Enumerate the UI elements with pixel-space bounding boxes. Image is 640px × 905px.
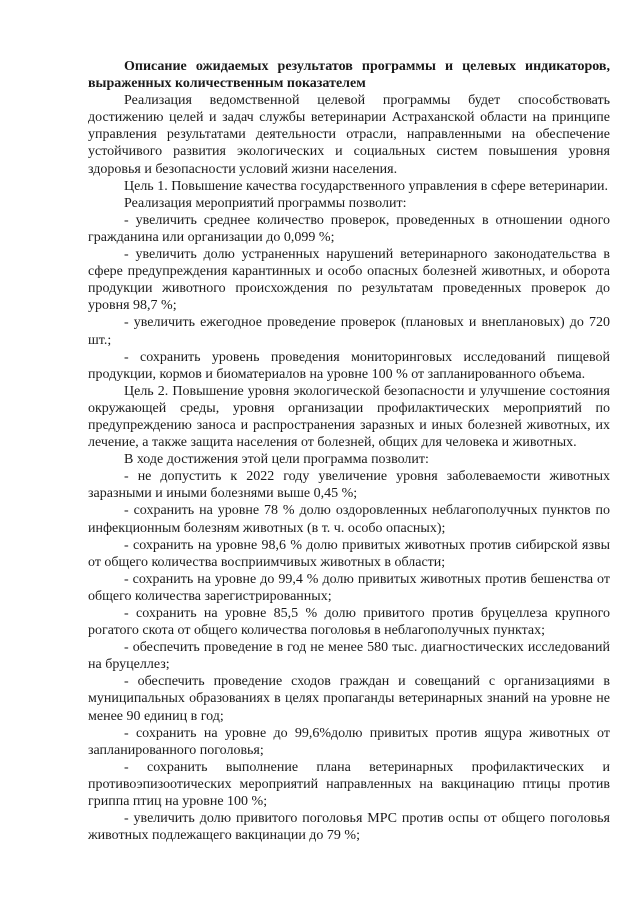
list-item-avian-flu-vaccination: - сохранить выполнение плана ветеринарных профилактических и противоэпизоотических мероприятий направленных на вакцинацию птицы против гриппа птиц на уровне 100 %; xyxy=(88,759,610,810)
list-item-rabies-vaccination: - сохранить на уровне до 99,4 % долю привитых животных против бешенства от общего количества зарегистрированных; xyxy=(88,571,610,604)
list-item-pox-vaccination: - увеличить долю привитого поголовья МРС против оспы от общего поголовья животных подлежащего вакцинации до 79 %; xyxy=(88,811,610,844)
list-item-anthrax-vaccination: - сохранить на уровне 98,6 % долю привитых животных против сибирской язвы от общего количества восприимчивых животных в области; xyxy=(88,537,610,570)
paragraph-intro: Реализация ведомственной целевой программы будет способствовать достижению целей и задач службы ветеринарии Астраханской области на принципе управления результатами деятельности отрасли, направленными на обеспечение устойчивого развития экологических и социальных систем повышения уровня здоровья и безопасности условий жизни населения. xyxy=(88,93,610,177)
list-item-brucellosis-vaccination: - сохранить на уровне 85,5 % долю привитого против бруцеллеза крупного рогатого скота от общего количества поголовья в неблагополучных пунктах; xyxy=(88,606,610,639)
paragraph-goal-1: Цель 1. Повышение качества государственного управления в сфере ветеринарии. xyxy=(124,178,609,194)
paragraph-goal-2-lead: В ходе достижения этой цели программа позволит: xyxy=(124,452,429,468)
document-title: Описание ожидаемых результатов программы и целевых индикаторов, выраженных количественным показателем xyxy=(88,59,610,92)
paragraph-goal-1-lead: Реализация мероприятий программы позволит: xyxy=(124,195,407,211)
list-item-violations-fixed: - увеличить долю устраненных нарушений ветеринарного законодательства в сфере предупреждения карантинных и особо опасных болезней животных, и оборота продукции животного происхождения по результатам проведенных проверок до уровня 98,7 %; xyxy=(88,247,610,314)
list-item-inspections-per-entity: - увеличить среднее количество проверок, проведенных в отношении одного гражданина или организации до 0,099 %; xyxy=(88,212,610,245)
list-item-morbidity: - не допустить к 2022 году увеличение уровня заболеваемости животных заразными и иными болезнями выше 0,45 %; xyxy=(88,469,610,502)
list-item-brucellosis-diagnostics: - обеспечить проведение в год не менее 580 тыс. диагностических исследований на бруцеллез; xyxy=(88,640,610,673)
list-item-recovered-points: - сохранить на уровне 78 % долю оздоровленных неблагополучных пунктов по инфекционным болезням животных (в т. ч. особо опасных); xyxy=(88,503,610,536)
paragraph-goal-2: Цель 2. Повышение уровня экологической безопасности и улучшение состояния окружающей среды, уровня организации профилактических мероприятий по предупреждению заноса и распространения заразных и иных болезней животных, их лечение, а также защита населения от болезней, общих для человека и животных. xyxy=(88,383,610,451)
document-page xyxy=(88,58,610,844)
list-item-monitoring-studies: - сохранить уровень проведения мониторинговых исследований пищевой продукции, кормов и биоматериалов на уровне 100 % от запланированного объема. xyxy=(88,349,610,382)
list-item-fmd-vaccination: - сохранить на уровне до 99,6%долю привитых против ящура животных от запланированного поголовья; xyxy=(88,725,610,758)
list-item-annual-inspections: - увеличить ежегодное проведение проверок (плановых и внеплановых) до 720 шт.; xyxy=(88,315,610,348)
list-item-meetings: - обеспечить проведение сходов граждан и совещаний с организациями в муниципальных образованиях в целях пропаганды ветеринарных знаний на уровне не менее 90 единиц в год; xyxy=(88,674,610,724)
